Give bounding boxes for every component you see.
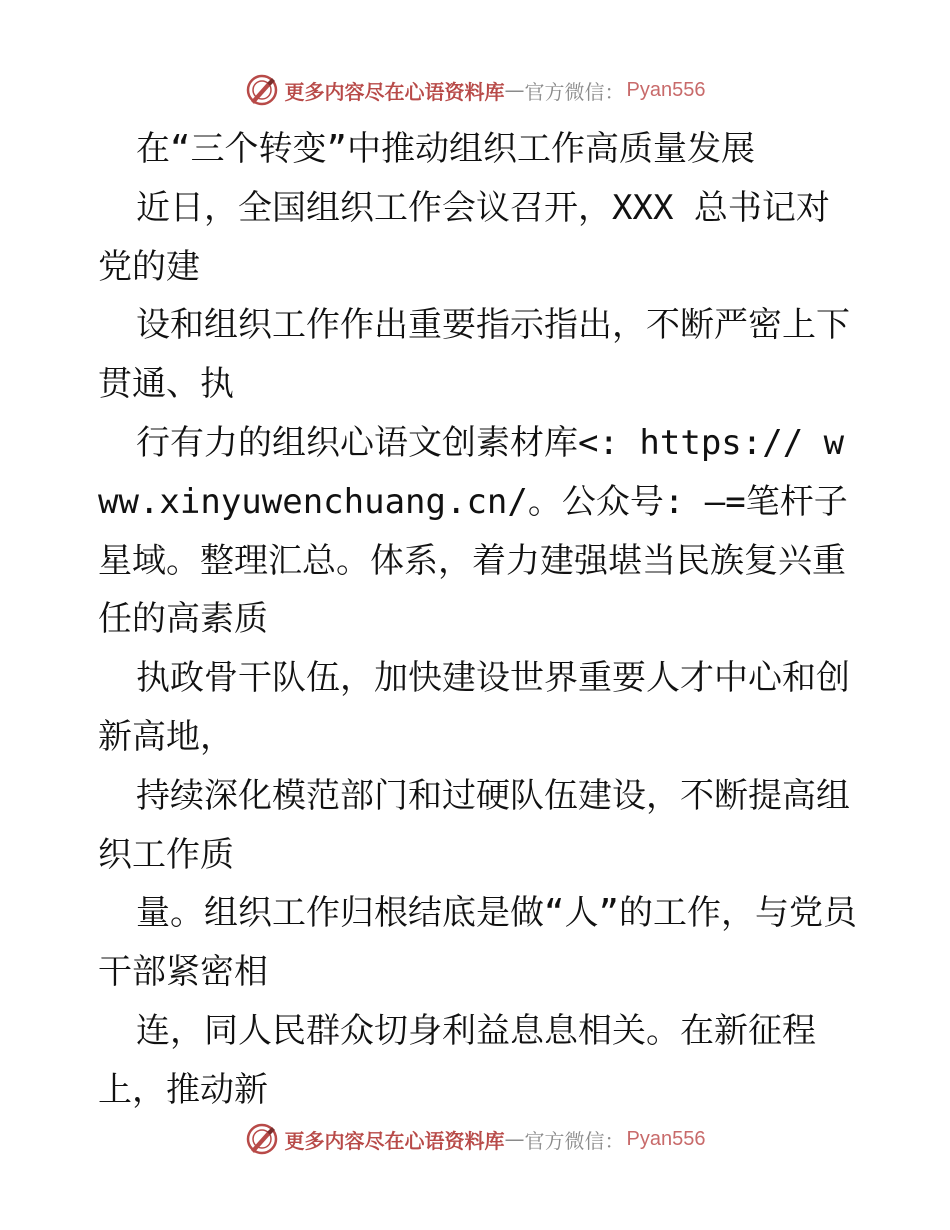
paragraph: 行有力的组织心语文创素材库<: https:// www.xinyuwenchuang.cn/。公众号: —=笔杆子星域。整理汇总。体系，着力建强堪当民族复兴重任的高素质: [98, 422, 848, 640]
banner-wechat-label: 官方微信：: [524, 79, 625, 104]
document-body: [98, 120, 858, 1120]
banner-brand-text: 更多内容尽在心语资料库: [284, 1128, 505, 1153]
paragraph: 连，同人民群众切身利益息息相关。在新征程上，推动新: [98, 1010, 816, 1110]
footer-banner: [0, 1119, 950, 1159]
banner-wechat-id: Pyan556: [626, 1127, 706, 1150]
banner-wechat-id: Pyan556: [626, 78, 706, 101]
banner-separator: —: [504, 78, 525, 102]
banner-brand-text: 更多内容尽在心语资料库: [284, 79, 505, 104]
banner-separator: —: [504, 1127, 525, 1151]
paragraph: 近日，全国组织工作会议召开，XXX 总书记对党的建: [98, 187, 830, 287]
pen-logo-icon: [245, 1122, 279, 1156]
header-banner: [0, 70, 950, 110]
pen-logo-icon: [245, 73, 279, 107]
paragraph: 持续深化模范部门和过硬队伍建设，不断提高组织工作质: [98, 775, 850, 875]
paragraph: 设和组织工作作出重要指示指出，不断严密上下贯通、执: [98, 305, 850, 405]
paragraph: 执政骨干队伍，加快建设世界重要人才中心和创新高地，: [98, 658, 850, 757]
banner-wechat-label: 官方微信：: [524, 1128, 625, 1153]
document-title: 在“三个转变”中推动组织工作高质量发展: [136, 129, 755, 169]
paragraph: 量。组织工作归根结底是做“人”的工作，与党员干部紧密相: [98, 893, 857, 993]
